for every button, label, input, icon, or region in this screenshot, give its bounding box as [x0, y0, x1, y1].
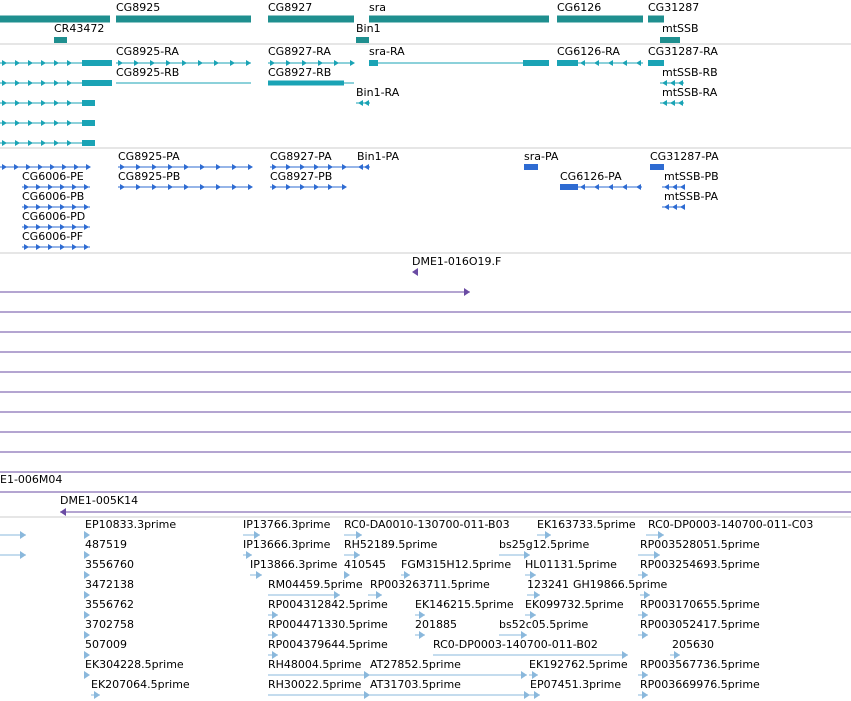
est-label[interactable]: RC0-DP0003-140700-011-C03 — [648, 518, 814, 531]
est-label[interactable]: RC0-DP0003-140700-011-B02 — [433, 638, 598, 651]
est-label[interactable]: RP004471330.5prime — [268, 618, 388, 631]
est-label[interactable]: 123241 — [527, 578, 569, 591]
est-label[interactable]: RM04459.5prime — [268, 578, 363, 591]
protein-label[interactable]: CG8925-PA — [118, 150, 180, 163]
est-label[interactable]: 487519 — [85, 538, 127, 551]
est-label[interactable]: GH19866.5prime — [573, 578, 668, 591]
est-label[interactable]: 201885 — [415, 618, 457, 631]
est-label[interactable]: RH30022.5prime — [268, 678, 362, 691]
transcript-label[interactable]: Bin1-RA — [356, 86, 400, 99]
est-label[interactable]: RP003170655.5prime — [640, 598, 760, 611]
est-label[interactable]: RH48004.5prime — [268, 658, 362, 671]
est-label[interactable]: RP003669976.5prime — [640, 678, 760, 691]
protein-label[interactable]: CG6006-PE — [22, 170, 84, 183]
est-label[interactable]: RP003052417.5prime — [640, 618, 760, 631]
est-label[interactable]: RP004379644.5prime — [268, 638, 388, 651]
protein-label[interactable]: CG31287-PA — [650, 150, 719, 163]
transcript-label[interactable]: CG8925-RB — [116, 66, 180, 79]
transcript-label[interactable]: sra-RA — [369, 45, 405, 58]
est-label[interactable]: bs25g12.5prime — [499, 538, 590, 551]
est-label[interactable]: IP13866.3prime — [250, 558, 338, 571]
gene-label[interactable]: CG6126 — [557, 1, 602, 14]
transcript-label[interactable]: mtSSB-RB — [662, 66, 718, 79]
est-label[interactable]: FGM315H12.5prime — [401, 558, 512, 571]
gene-label[interactable]: CG8927 — [268, 1, 313, 14]
clone-label[interactable]: DME1-005K14 — [60, 494, 139, 507]
protein-label[interactable]: CG8927-PB — [270, 170, 333, 183]
est-label[interactable]: IP13666.3prime — [243, 538, 331, 551]
clone-label[interactable]: E1-006M04 — [0, 473, 63, 486]
est-label[interactable]: 507009 — [85, 638, 127, 651]
transcript-label[interactable]: CG8925-RA — [116, 45, 179, 58]
est-label[interactable]: EK099732.5prime — [525, 598, 624, 611]
gene-label[interactable]: CG31287 — [648, 1, 700, 14]
gene-label[interactable]: sra — [369, 1, 386, 14]
est-label[interactable]: EK192762.5prime — [529, 658, 628, 671]
est-label[interactable]: RC0-DA0010-130700-011-B03 — [344, 518, 510, 531]
est-label[interactable]: EP10833.3prime — [85, 518, 177, 531]
protein-label[interactable]: CG6006-PD — [22, 210, 86, 223]
est-label[interactable]: RH52189.5prime — [344, 538, 438, 551]
transcript-label[interactable]: CG8927-RA — [268, 45, 331, 58]
transcript-label[interactable]: CG8927-RB — [268, 66, 332, 79]
protein-label[interactable]: sra-PA — [524, 150, 559, 163]
est-label[interactable]: EK207064.5prime — [91, 678, 190, 691]
est-label[interactable]: RP003567736.5prime — [640, 658, 760, 671]
protein-label[interactable]: CG8925-PB — [118, 170, 181, 183]
protein-label[interactable]: CG8927-PA — [270, 150, 332, 163]
est-label[interactable]: EP07451.3prime — [530, 678, 622, 691]
gene-label[interactable]: CG8925 — [116, 1, 161, 14]
gene-label[interactable]: mtSSB — [662, 22, 699, 35]
est-label[interactable]: AT27852.5prime — [370, 658, 461, 671]
est-label[interactable]: RP003263711.5prime — [370, 578, 490, 591]
est-label[interactable]: 410545 — [344, 558, 386, 571]
est-label[interactable]: HL01131.5prime — [525, 558, 617, 571]
est-label[interactable]: 3472138 — [85, 578, 134, 591]
est-label[interactable]: EK146215.5prime — [415, 598, 514, 611]
protein-label[interactable]: Bin1-PA — [357, 150, 399, 163]
clone-label[interactable]: DME1-016O19.F — [412, 255, 502, 268]
transcript-label[interactable]: CG31287-RA — [648, 45, 718, 58]
est-label[interactable]: 205630 — [672, 638, 714, 651]
est-label[interactable]: EK163733.5prime — [537, 518, 636, 531]
protein-label[interactable]: CG6006-PB — [22, 190, 85, 203]
est-label[interactable]: RP004312842.5prime — [268, 598, 388, 611]
est-label[interactable]: 3556760 — [85, 558, 134, 571]
est-label[interactable]: EK304228.5prime — [85, 658, 184, 671]
est-label[interactable]: IP13766.3prime — [243, 518, 331, 531]
protein-label[interactable]: CG6126-PA — [560, 170, 622, 183]
est-label[interactable]: AT31703.5prime — [370, 678, 461, 691]
gene-label[interactable]: Bin1 — [356, 22, 381, 35]
est-label[interactable]: bs52c05.5prime — [499, 618, 589, 631]
gene-label[interactable]: CR43472 — [54, 22, 105, 35]
est-label[interactable]: RP003528051.5prime — [640, 538, 760, 551]
est-label[interactable]: RP003254693.5prime — [640, 558, 760, 571]
transcript-label[interactable]: mtSSB-RA — [662, 86, 718, 99]
est-label[interactable]: 3556762 — [85, 598, 134, 611]
protein-label[interactable]: CG6006-PF — [22, 230, 84, 243]
est-label[interactable]: 3702758 — [85, 618, 134, 631]
protein-label[interactable]: mtSSB-PA — [664, 190, 718, 203]
transcript-label[interactable]: CG6126-RA — [557, 45, 620, 58]
protein-label[interactable]: mtSSB-PB — [664, 170, 719, 183]
